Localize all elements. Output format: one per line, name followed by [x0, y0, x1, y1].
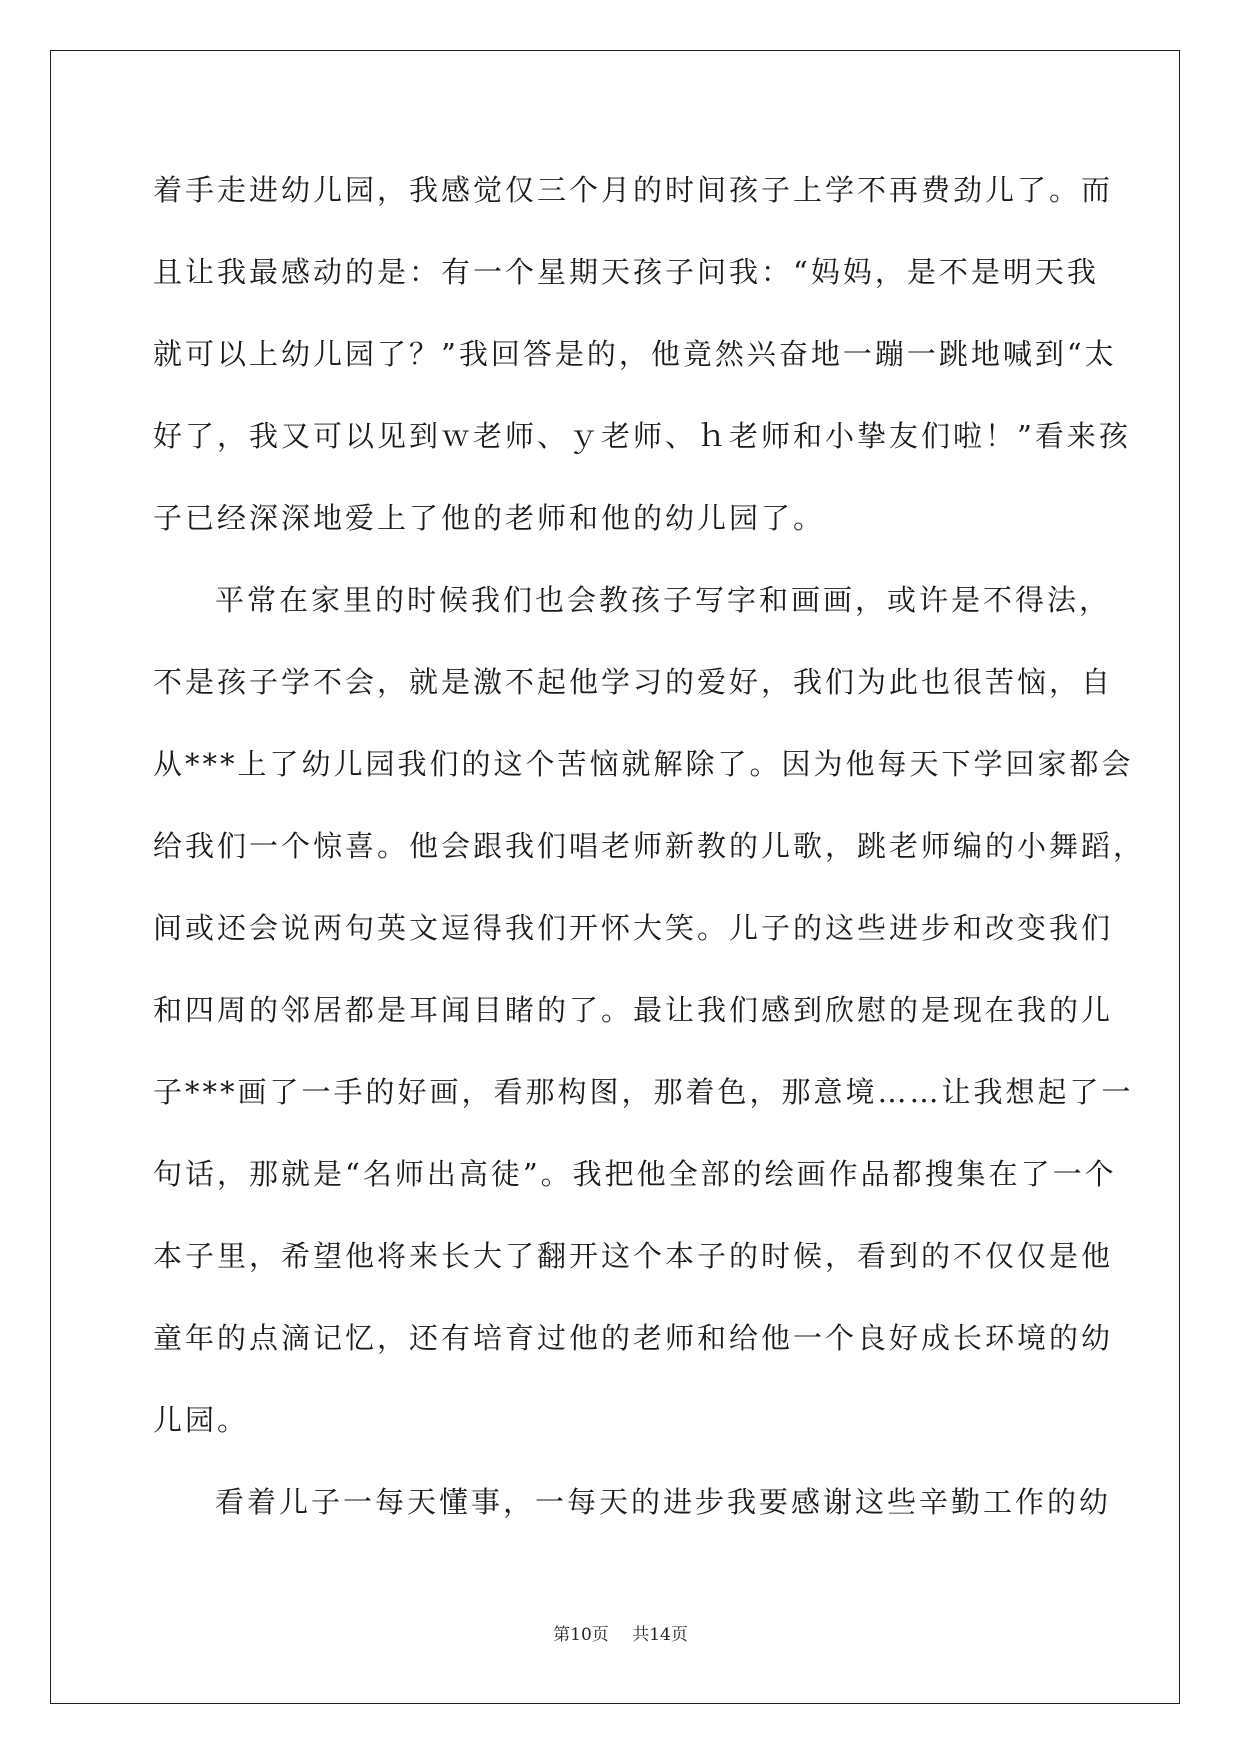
page-total: 共14页: [632, 1625, 688, 1645]
text-line: 不是孩子学不会，就是激不起他学习的爱好，我们为此也很苦恼，自: [153, 665, 1114, 699]
text-line: 着手走进幼儿园，我感觉仅三个月的时间孩子上学不再费劲儿了。而: [153, 173, 1114, 207]
text-line: 子***画了一手的好画，看那构图，那着色，那意境……让我想起了一: [153, 1075, 1134, 1109]
page-number: 第10页: [553, 1625, 609, 1645]
document-body: [153, 160, 1146, 1554]
page-footer: [0, 1620, 1241, 1645]
text-line: 就可以上幼儿园了？”我回答是的，他竟然兴奋地一蹦一跳地喊到“太: [153, 337, 1117, 371]
text-line: 童年的点滴记忆，还有培育过他的老师和给他一个良好成长环境的幼: [153, 1321, 1114, 1355]
text-line: 且让我最感动的是：有一个星期天孩子问我：“妈妈，是不是明天我: [153, 255, 1099, 289]
text-line: 子已经深深地爱上了他的老师和他的幼儿园了。: [153, 501, 826, 535]
text-line: 本子里，希望他将来长大了翻开这个本子的时候，看到的不仅仅是他: [153, 1239, 1114, 1273]
text-line: 给我们一个惊喜。他会跟我们唱老师新教的儿歌，跳老师编的小舞蹈，: [153, 829, 1146, 863]
text-line: 看着儿子一每天懂事，一每天的进步我要感谢这些辛勤工作的幼: [215, 1485, 1112, 1519]
text-line: 间或还会说两句英文逗得我们开怀大笑。儿子的这些进步和改变我们: [153, 911, 1114, 945]
text-line: 儿园。: [153, 1403, 250, 1437]
text-line: 好了，我又可以见到ｗ老师、ｙ老师、ｈ老师和小挚友们啦！”看来孩: [153, 419, 1131, 453]
text-line: 句话，那就是“名师出高徒”。我把他全部的绘画作品都搜集在了一个: [153, 1157, 1117, 1191]
text-line: 和四周的邻居都是耳闻目睹的了。最让我们感到欣慰的是现在我的儿: [153, 993, 1114, 1027]
text-line: 从***上了幼儿园我们的这个苦恼就解除了。因为他每天下学回家都会: [153, 747, 1134, 781]
text-line: 平常在家里的时候我们也会教孩子写字和画画，或许是不得法，: [215, 583, 1112, 617]
